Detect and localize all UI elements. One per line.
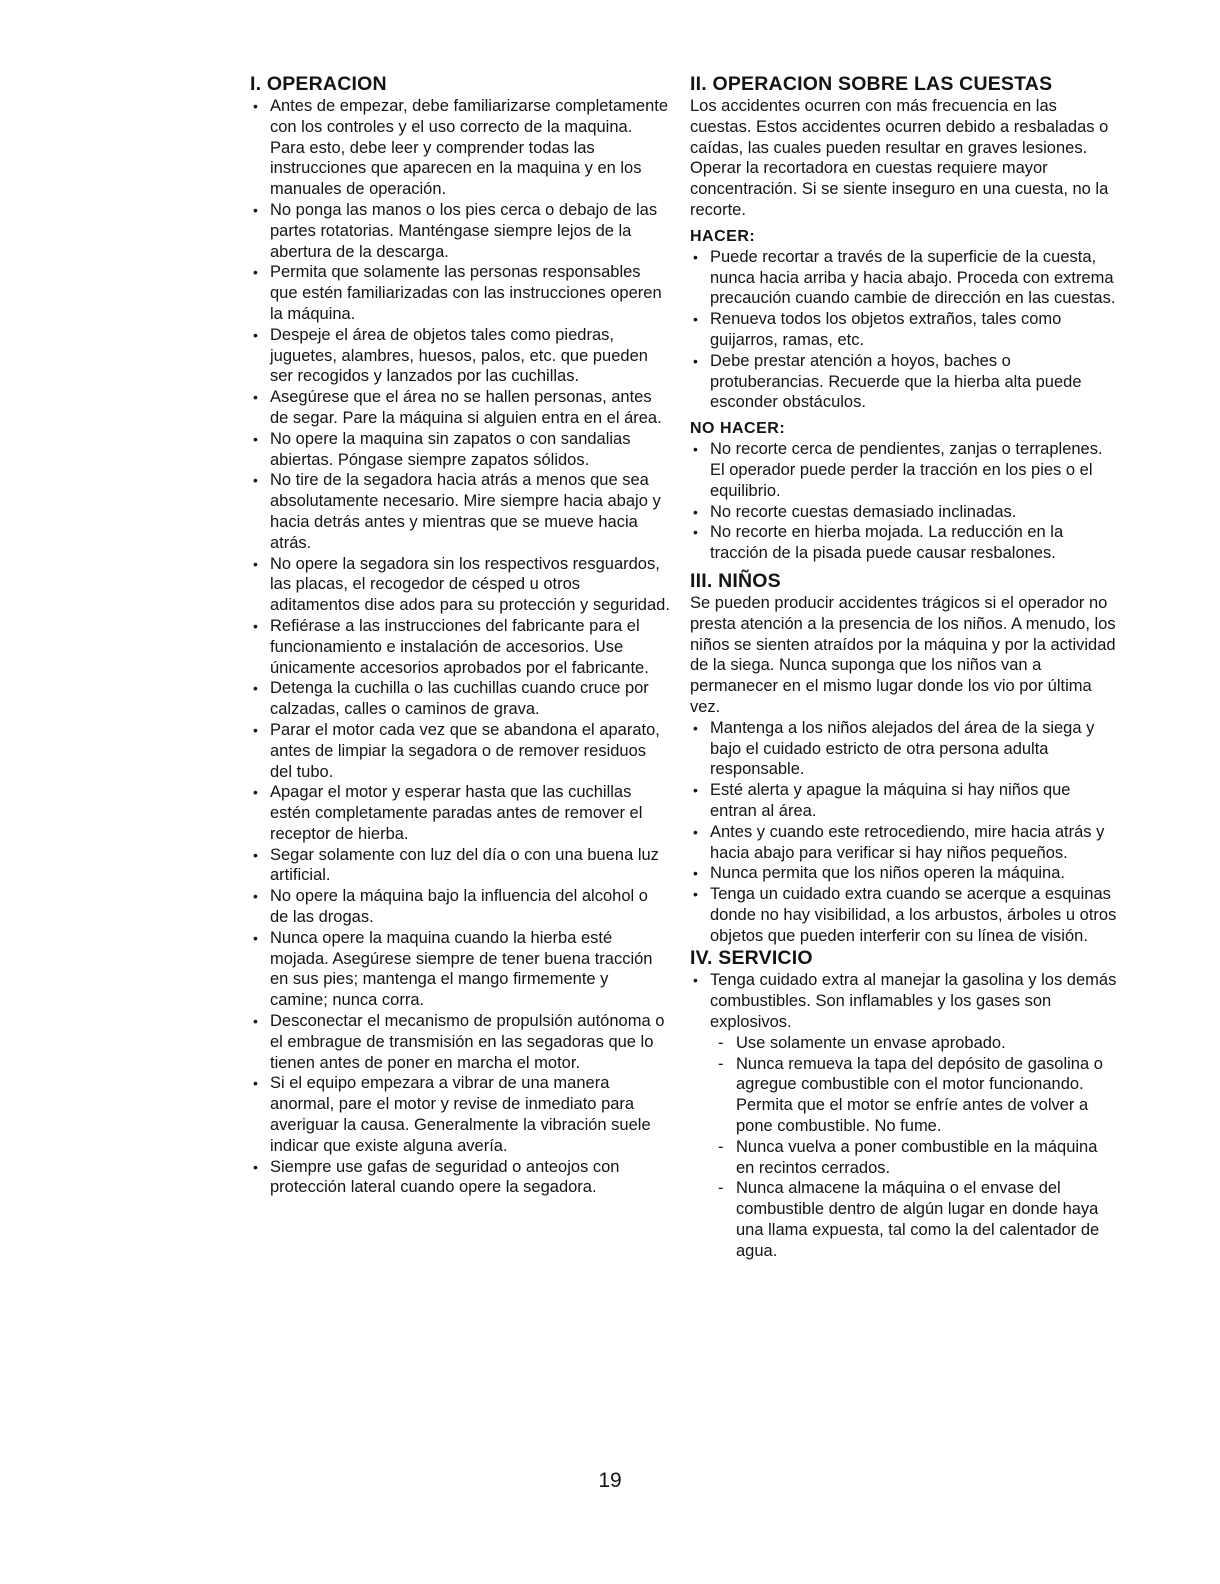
sub-list-item: - Nunca almacene la máquina o el envase del combustible dentro de algún lugar en donde haya una llama expuesta, tal como la del calentador de agua.: [690, 1178, 1120, 1261]
hacer-list: [690, 247, 1120, 413]
list-item: • No opere la maquina sin zapatos o con sandalias abiertas. Póngase siempre zapatos sólidos.: [250, 429, 670, 471]
list-item: • Detenga la cuchilla o las cuchillas cuando cruce por calzadas, calles o caminos de grava.: [250, 678, 670, 720]
list-item: • Antes y cuando este retrocediendo, mire hacia atrás y hacia abajo para verificar si hay niños pequeños.: [690, 822, 1120, 864]
cuestas-intro: Los accidentes ocurren con más frecuencia en las cuestas. Estos accidentes ocurren debido a resbaladas o caídas, las cuales pueden resultar en graves lesiones. Operar la recortadora en cuestas requiere mayor concentración. Si se siente inseguro en una cuesta, no la recorte.: [690, 97, 1109, 219]
list-item: • Nunca permita que los niños operen la máquina.: [690, 863, 1120, 884]
page-number: 19: [598, 1469, 622, 1492]
right-column: [690, 72, 1120, 1262]
list-item: • Esté alerta y apague la máquina si hay niños que entran al área.: [690, 780, 1120, 822]
list-item: • Tenga un cuidado extra cuando se acerque a esquinas donde no hay visibilidad, a los arbustos, árboles u otros objetos que pueden interferir con su línea de visión.: [690, 884, 1120, 946]
list-item: • Si el equipo empezara a vibrar de una manera anormal, pare el motor y revise de inmediato para averiguar la causa. Generalmente la vibración suele indicar que existe alguna avería.: [250, 1073, 670, 1156]
list-item: • Asegúrese que el área no se hallen personas, antes de segar. Pare la máquina si alguien entra en el área.: [250, 387, 670, 429]
sub-list-item: - Use solamente un envase aprobado.: [690, 1033, 1120, 1054]
ninos-intro: Se pueden producir accidentes trágicos si el operador no presta atención a la presencia de los niños. A menudo, los niños se sienten atraídos por la máquina y por la actividad de la siega. Nunca suponga que los niños van a permanecer en el mismo lugar donde los vio por última vez.: [690, 593, 1116, 716]
section-operacion-heading: I. OPERACION: [250, 73, 387, 95]
left-column: [250, 72, 670, 1198]
servicio-list: [690, 970, 1120, 1032]
list-item: • Despeje el área de objetos tales como piedras, juguetes, alambres, huesos, palos, etc. que pueden ser recogidos y lanzados por las cuchillas.: [250, 325, 670, 387]
list-item: • No ponga las manos o los pies cerca o debajo de las partes rotatorias. Manténgase siempre lejos de la abertura de la descarga.: [250, 200, 670, 262]
list-item: • No recorte cerca de pendientes, zanjas o terraplenes. El operador puede perder la tracción en los pies o el equilibrio.: [690, 439, 1120, 501]
section-ninos-heading: III. NIÑOS: [690, 569, 781, 592]
list-item: • Puede recortar a través de la superficie de la cuesta, nunca hacia arriba y hacia abajo. Proceda con extrema precaución cuando cambie de dirección en las cuestas.: [690, 247, 1120, 309]
ninos-list: [690, 718, 1120, 947]
operacion-list: [250, 96, 670, 1198]
list-item: • Nunca opere la maquina cuando la hierba esté mojada. Asegúrese siempre de tener buena tracción en sus pies; mantenga el mango firmemente y camine; nunca corra.: [250, 928, 670, 1011]
list-item: • Segar solamente con luz del día o con una buena luz artificial.: [250, 845, 670, 887]
list-item: • Renueva todos los objetos extraños, tales como guijarros, ramas, etc.: [690, 309, 1120, 351]
list-item: • Parar el motor cada vez que se abandona el aparato, antes de limpiar la segadora o de remover residuos del tubo.: [250, 720, 670, 782]
list-item: • Permita que solamente las personas responsables que estén familiarizadas con las instrucciones operen la máquina.: [250, 262, 670, 324]
list-item: • No opere la segadora sin los respectivos resguardos, las placas, el recogedor de césped u otros aditamentos dise ados para su protección y seguridad.: [250, 554, 670, 616]
list-item: • Desconectar el mecanismo de propulsión autónoma o el embrague de transmisión en las segadoras que lo tienen antes de poner en marcha el motor.: [250, 1011, 670, 1073]
section-cuestas-heading: II. OPERACION SOBRE LAS CUESTAS: [690, 73, 1053, 95]
list-item: • No recorte cuestas demasiado inclinadas.: [690, 502, 1120, 523]
list-item: • Apagar el motor y esperar hasta que las cuchillas estén completamente paradas antes de remover el receptor de hierba.: [250, 782, 670, 844]
hacer-heading: HACER:: [690, 227, 756, 245]
list-item: • Refiérase a las instrucciones del fabricante para el funcionamiento e instalación de accesorios. Use únicamente accesorios aprobados por el fabricante.: [250, 616, 670, 678]
sub-list-item: - Nunca vuelva a poner combustible en la máquina en recintos cerrados.: [690, 1137, 1120, 1179]
list-item: • Tenga cuidado extra al manejar la gasolina y los demás combustibles. Son inflamables y los gases son explosivos.: [690, 970, 1120, 1032]
sub-list-item: - Nunca remueva la tapa del depósito de gasolina o agregue combustible con el motor funcionando. Permita que el motor se enfríe antes de volver a pone combustible. No fume.: [690, 1054, 1120, 1137]
list-item: • Debe prestar atención a hoyos, baches o protuberancias. Recuerde que la hierba alta puede esconder obstáculos.: [690, 351, 1120, 413]
list-item: • No tire de la segadora hacia atrás a menos que sea absolutamente necesario. Mire siempre hacia abajo y hacia detrás antes y mientras que se mueve hacia atrás.: [250, 470, 670, 553]
list-item: • Mantenga a los niños alejados del área de la siega y bajo el cuidado estricto de otra persona adulta responsable.: [690, 718, 1120, 780]
no-hacer-heading: NO HACER:: [690, 420, 786, 438]
list-item: • No recorte en hierba mojada. La reducción en la tracción de la pisada puede causar resbalones.: [690, 522, 1120, 564]
section-servicio-heading: IV. SERVICIO: [690, 947, 813, 970]
servicio-sublist: [690, 1033, 1120, 1262]
no-hacer-list: [690, 439, 1120, 564]
list-item: • Antes de empezar, debe familiarizarse completamente con los controles y el uso correcto de la maquina. Para esto, debe leer y comprender todas las instrucciones que aparecen en la maquina y en los manuales de operación.: [250, 96, 670, 200]
list-item: • Siempre use gafas de seguridad o anteojos con protección lateral cuando opere la segadora.: [250, 1157, 670, 1199]
list-item: • No opere la máquina bajo la influencia del alcohol o de las drogas.: [250, 886, 670, 928]
